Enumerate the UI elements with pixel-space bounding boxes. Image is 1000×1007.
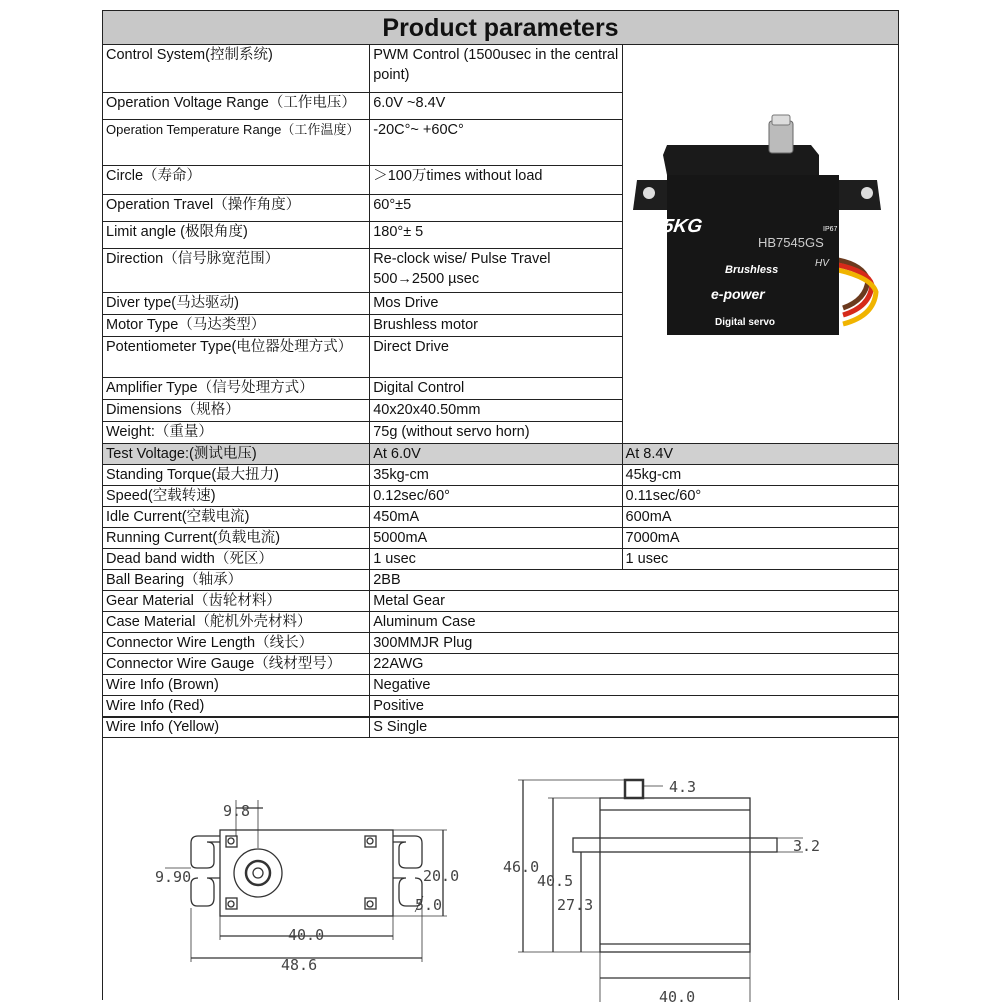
param-value: 40x20x40.50mm	[370, 400, 622, 422]
test-label: Idle Current(空载电流)	[103, 507, 370, 528]
param-label: Wire Info (Yellow)	[103, 717, 370, 738]
parameter-table	[103, 45, 898, 738]
test-value-6v: 0.12sec/60°	[370, 486, 622, 507]
test-label: Dead band width（死区）	[103, 549, 370, 570]
param-label: Control System(控制系统)	[103, 45, 370, 93]
param-label: Dimensions（规格）	[103, 400, 370, 422]
test-value-8v: At 8.4V	[622, 444, 898, 465]
param-value: -20C°~ +60C°	[370, 120, 622, 166]
dimension-drawing-svg	[103, 718, 898, 1002]
param-label: Ball Bearing（轴承）	[103, 570, 370, 591]
servo-photo	[623, 45, 891, 437]
param-value: ＞100万times without load	[370, 166, 622, 195]
servo-top	[663, 145, 819, 175]
param-label: Connector Wire Gauge（线材型号）	[103, 654, 370, 675]
param-value: 22AWG	[370, 654, 898, 675]
dim-side-body-length: 40.0	[659, 988, 696, 1002]
param-label: Operation Temperature Range（工作温度）	[103, 120, 370, 166]
test-label: Speed(空载转速)	[103, 486, 370, 507]
param-value: Positive	[370, 696, 898, 717]
param-label: Connector Wire Length（线长）	[103, 633, 370, 654]
sheet-title: Product parameters	[103, 11, 898, 45]
dimension-drawings	[103, 717, 898, 1002]
output-spline	[769, 121, 793, 153]
param-value: S Single	[370, 717, 898, 738]
param-label: Operation Voltage Range（工作电压）	[103, 93, 370, 120]
servo-body	[667, 175, 839, 335]
param-label: Wire Info (Red)	[103, 696, 370, 717]
dim-overall-length: 48.6	[281, 956, 318, 974]
param-value: Brushless motor	[370, 314, 622, 336]
model-label: HB7545GS	[757, 235, 824, 250]
param-label: Weight:（重量）	[103, 422, 370, 444]
side-view-spline	[625, 780, 643, 798]
param-label: Wire Info (Brown)	[103, 675, 370, 696]
param-value: 300MMJR Plug	[370, 633, 898, 654]
param-label: Potentiometer Type(电位器处理方式）	[103, 336, 370, 378]
test-value-6v: 450mA	[370, 507, 622, 528]
param-value: Mos Drive	[370, 293, 622, 315]
param-label: Limit angle (极限角度)	[103, 222, 370, 249]
test-value-8v: 45kg-cm	[622, 465, 898, 486]
test-label: Standing Torque(最大扭力)	[103, 465, 370, 486]
param-label: Diver type(马达驱动)	[103, 293, 370, 315]
param-label: Gear Material（齿轮材料）	[103, 591, 370, 612]
parameter-sheet	[102, 10, 899, 1000]
param-value: Digital Control	[370, 378, 622, 400]
test-value-6v: 35kg-cm	[370, 465, 622, 486]
side-view-body	[600, 798, 750, 952]
param-label: Direction（信号脉宽范围）	[103, 249, 370, 293]
dim-ear-height: 9.90	[155, 868, 192, 886]
param-value: Aluminum Case	[370, 612, 898, 633]
dim-horn-offset: 9.8	[223, 802, 251, 820]
test-label: Test Voltage:(测试电压)	[103, 444, 370, 465]
param-value: PWM Control (1500usec in the central point)	[370, 45, 622, 93]
dim-width: 20.0	[423, 867, 460, 885]
dim-flange-height: 27.3	[557, 896, 594, 914]
side-view-drawing	[518, 780, 803, 1002]
param-value: 60°±5	[370, 195, 622, 222]
dim-flange-thickness: 3.2	[793, 837, 821, 855]
param-label: Case Material（舵机外壳材料）	[103, 612, 370, 633]
kind-label: Digital servo	[714, 317, 775, 328]
brand-logo: e-power	[710, 286, 765, 302]
param-value: Direct Drive	[370, 336, 622, 378]
param-label: Operation Travel（操作角度）	[103, 195, 370, 222]
motor-label: Brushless	[724, 264, 778, 276]
param-value: 180°± 5	[370, 222, 622, 249]
servo-image-cell	[622, 45, 898, 444]
param-label: Circle（寿命）	[103, 166, 370, 195]
param-value: 2BB	[370, 570, 898, 591]
param-value: Re-clock wise/ Pulse Travel 500→2500 µsec	[370, 249, 622, 293]
ip-rating: IP67	[822, 226, 837, 233]
param-label: Motor Type（马达类型）	[103, 314, 370, 336]
dim-body-height: 40.5	[537, 872, 574, 890]
torque-label: 45KG	[650, 216, 704, 237]
test-value-8v: 600mA	[622, 507, 898, 528]
test-value-8v: 0.11sec/60°	[622, 486, 898, 507]
param-value: 75g (without servo horn)	[370, 422, 622, 444]
test-value-6v: 5000mA	[370, 528, 622, 549]
param-value: Metal Gear	[370, 591, 898, 612]
test-label: Running Current(负载电流)	[103, 528, 370, 549]
param-value: Negative	[370, 675, 898, 696]
horn-circle	[234, 849, 282, 897]
dim-body-length: 40.0	[288, 926, 325, 944]
param-value: 6.0V ~8.4V	[370, 93, 622, 120]
test-value-6v: At 6.0V	[370, 444, 622, 465]
test-value-6v: 1 usec	[370, 549, 622, 570]
param-label: Amplifier Type（信号处理方式）	[103, 378, 370, 400]
voltage-label: HV	[814, 258, 829, 269]
test-value-8v: 7000mA	[622, 528, 898, 549]
dim-spline-width: 4.3	[669, 778, 697, 796]
dim-overall-height: 46.0	[503, 858, 540, 876]
side-view-flange	[573, 838, 777, 852]
test-value-8v: 1 usec	[622, 549, 898, 570]
dim-ear-hole: 5.0	[415, 896, 443, 914]
flange-screw	[643, 187, 655, 199]
